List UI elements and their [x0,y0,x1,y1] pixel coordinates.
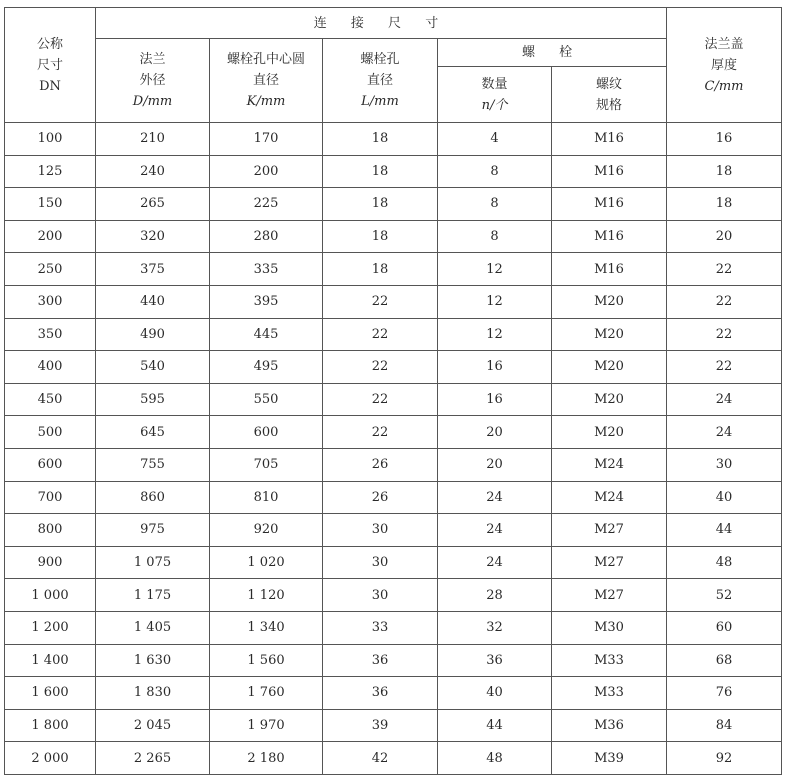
cell-thread: M20 [552,351,667,384]
cell-bolt-hole: 26 [323,448,438,481]
cell-bolt-circle: 495 [210,351,323,384]
cell-dn: 500 [5,416,96,449]
table-header [5,8,782,123]
header-bolt-hole-diameter: 螺栓孔 直径 L/mm [323,39,438,123]
cell-thread: M33 [552,644,667,677]
header-bolt-group: 螺 栓 [438,39,667,67]
cell-bolt-hole: 22 [323,318,438,351]
cell-outer-diameter: 1 630 [96,644,210,677]
header-connection-dimensions: 连 接 尺 寸 [96,8,667,39]
table-row [5,481,782,514]
cell-thickness: 30 [667,448,782,481]
cell-dn: 800 [5,514,96,547]
cell-bolt-count: 40 [438,677,552,710]
cell-thickness: 52 [667,579,782,612]
header-flange-outer-diameter: 法兰 外径 D/mm [96,39,210,123]
cell-bolt-circle: 1 020 [210,546,323,579]
table-row [5,448,782,481]
cell-thread: M36 [552,709,667,742]
cell-bolt-circle: 920 [210,514,323,547]
table-row [5,514,782,547]
cell-bolt-hole: 33 [323,611,438,644]
cell-bolt-count: 24 [438,481,552,514]
cell-bolt-count: 8 [438,188,552,221]
header-bolt-count: 数量 n/个 [438,67,552,123]
cell-bolt-circle: 1 120 [210,579,323,612]
cell-bolt-count: 36 [438,644,552,677]
cell-bolt-hole: 26 [323,481,438,514]
cell-bolt-circle: 600 [210,416,323,449]
cell-outer-diameter: 1 405 [96,611,210,644]
table-row [5,416,782,449]
cell-bolt-hole: 18 [323,155,438,188]
table-row [5,742,782,775]
cell-thickness: 60 [667,611,782,644]
cell-dn: 400 [5,351,96,384]
cell-bolt-count: 28 [438,579,552,612]
cell-thickness: 48 [667,546,782,579]
cell-thread: M33 [552,677,667,710]
cell-thread: M20 [552,383,667,416]
cell-bolt-count: 16 [438,383,552,416]
cell-dn: 1 400 [5,644,96,677]
table-row [5,318,782,351]
table-row [5,188,782,221]
cell-bolt-circle: 1 560 [210,644,323,677]
cell-bolt-hole: 18 [323,253,438,286]
cell-outer-diameter: 1 075 [96,546,210,579]
cell-bolt-count: 16 [438,351,552,384]
cell-bolt-count: 20 [438,448,552,481]
header-dn: 公称 尺寸 DN [5,8,96,123]
cell-thread: M27 [552,579,667,612]
cell-thread: M20 [552,318,667,351]
table-row [5,644,782,677]
cell-thickness: 20 [667,220,782,253]
cell-thread: M24 [552,448,667,481]
cell-dn: 1 800 [5,709,96,742]
cell-thickness: 22 [667,253,782,286]
cell-bolt-hole: 30 [323,546,438,579]
cell-bolt-hole: 36 [323,644,438,677]
cell-thread: M16 [552,220,667,253]
table-row [5,123,782,156]
cell-thread: M16 [552,155,667,188]
cell-bolt-circle: 395 [210,285,323,318]
cell-dn: 1 200 [5,611,96,644]
table-row [5,155,782,188]
header-cover-thickness: 法兰盖 厚度 C/mm [667,8,782,123]
cell-outer-diameter: 210 [96,123,210,156]
table-row [5,383,782,416]
cell-dn: 250 [5,253,96,286]
table-row [5,351,782,384]
cell-bolt-circle: 170 [210,123,323,156]
cell-thread: M20 [552,285,667,318]
table-row [5,579,782,612]
cell-dn: 2 000 [5,742,96,775]
cell-outer-diameter: 2 045 [96,709,210,742]
cell-dn: 350 [5,318,96,351]
cell-thread: M16 [552,123,667,156]
cell-outer-diameter: 320 [96,220,210,253]
cell-thickness: 44 [667,514,782,547]
cell-bolt-count: 12 [438,285,552,318]
cell-thread: M30 [552,611,667,644]
cell-thickness: 76 [667,677,782,710]
cell-thickness: 84 [667,709,782,742]
cell-dn: 900 [5,546,96,579]
cell-thickness: 40 [667,481,782,514]
cell-bolt-hole: 39 [323,709,438,742]
cell-bolt-count: 48 [438,742,552,775]
cell-outer-diameter: 240 [96,155,210,188]
cell-outer-diameter: 975 [96,514,210,547]
table-body [5,123,782,775]
flange-table-container [4,7,782,775]
cell-thickness: 22 [667,318,782,351]
cell-thickness: 18 [667,188,782,221]
cell-thickness: 68 [667,644,782,677]
header-bolt-circle-diameter: 螺栓孔中心圆 直径 K/mm [210,39,323,123]
cell-bolt-count: 4 [438,123,552,156]
cell-bolt-count: 20 [438,416,552,449]
cell-bolt-circle: 200 [210,155,323,188]
cell-bolt-count: 24 [438,514,552,547]
cell-bolt-circle: 1 970 [210,709,323,742]
table-row [5,546,782,579]
cell-dn: 200 [5,220,96,253]
cell-bolt-hole: 18 [323,188,438,221]
cell-bolt-hole: 36 [323,677,438,710]
cell-thickness: 24 [667,416,782,449]
cell-thread: M16 [552,253,667,286]
cell-bolt-circle: 1 760 [210,677,323,710]
cell-outer-diameter: 490 [96,318,210,351]
cell-outer-diameter: 2 265 [96,742,210,775]
cell-outer-diameter: 265 [96,188,210,221]
table-row [5,709,782,742]
cell-dn: 125 [5,155,96,188]
table-row [5,253,782,286]
cell-bolt-count: 24 [438,546,552,579]
cell-bolt-count: 12 [438,253,552,286]
cell-bolt-hole: 30 [323,514,438,547]
header-thread-spec: 螺纹 规格 [552,67,667,123]
cell-bolt-circle: 810 [210,481,323,514]
cell-bolt-circle: 1 340 [210,611,323,644]
cell-bolt-circle: 280 [210,220,323,253]
cell-bolt-hole: 42 [323,742,438,775]
cell-outer-diameter: 375 [96,253,210,286]
cell-bolt-hole: 22 [323,383,438,416]
cell-thickness: 16 [667,123,782,156]
cell-bolt-hole: 30 [323,579,438,612]
cell-dn: 450 [5,383,96,416]
cell-dn: 600 [5,448,96,481]
cell-bolt-hole: 18 [323,220,438,253]
cell-dn: 700 [5,481,96,514]
cell-thread: M27 [552,514,667,547]
cell-thickness: 22 [667,351,782,384]
cell-bolt-circle: 705 [210,448,323,481]
cell-outer-diameter: 755 [96,448,210,481]
table-row [5,611,782,644]
cell-bolt-count: 8 [438,155,552,188]
cell-thickness: 18 [667,155,782,188]
cell-thread: M24 [552,481,667,514]
cell-outer-diameter: 595 [96,383,210,416]
cell-dn: 1 600 [5,677,96,710]
cell-bolt-count: 44 [438,709,552,742]
cell-outer-diameter: 440 [96,285,210,318]
cell-thread: M39 [552,742,667,775]
table-row [5,677,782,710]
cell-dn: 300 [5,285,96,318]
cell-thickness: 22 [667,285,782,318]
cell-bolt-count: 8 [438,220,552,253]
cell-bolt-count: 32 [438,611,552,644]
cell-bolt-circle: 225 [210,188,323,221]
cell-bolt-hole: 22 [323,285,438,318]
cell-outer-diameter: 645 [96,416,210,449]
cell-dn: 150 [5,188,96,221]
cell-bolt-count: 12 [438,318,552,351]
cell-outer-diameter: 1 175 [96,579,210,612]
cell-thread: M20 [552,416,667,449]
cell-thickness: 92 [667,742,782,775]
cell-outer-diameter: 860 [96,481,210,514]
flange-dimension-table [4,7,782,775]
cell-bolt-circle: 335 [210,253,323,286]
cell-bolt-circle: 445 [210,318,323,351]
cell-outer-diameter: 540 [96,351,210,384]
table-row [5,285,782,318]
cell-outer-diameter: 1 830 [96,677,210,710]
cell-thread: M27 [552,546,667,579]
cell-bolt-circle: 2 180 [210,742,323,775]
cell-bolt-circle: 550 [210,383,323,416]
cell-bolt-hole: 22 [323,351,438,384]
cell-dn: 100 [5,123,96,156]
cell-thickness: 24 [667,383,782,416]
cell-dn: 1 000 [5,579,96,612]
table-row [5,220,782,253]
cell-thread: M16 [552,188,667,221]
cell-bolt-hole: 18 [323,123,438,156]
cell-bolt-hole: 22 [323,416,438,449]
